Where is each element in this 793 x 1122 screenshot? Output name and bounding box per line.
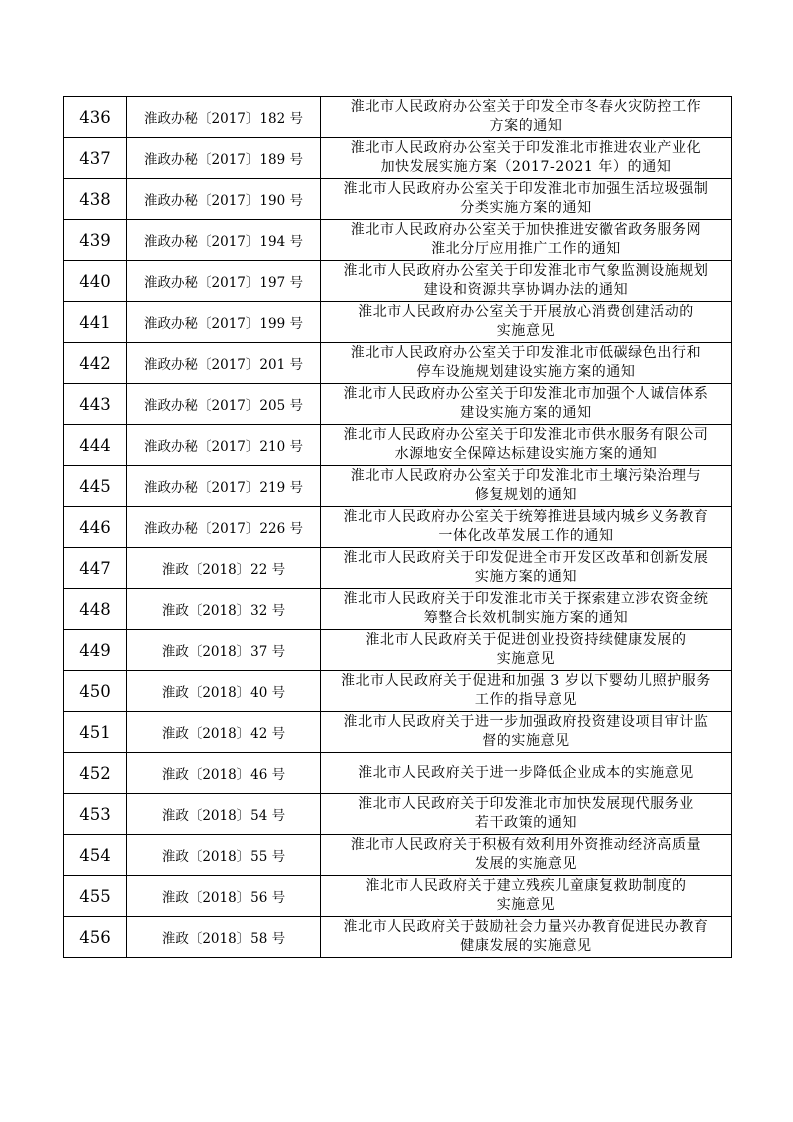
serial-number-cell: 440	[64, 261, 127, 302]
serial-number-cell: 438	[64, 179, 127, 220]
table-row	[64, 671, 732, 712]
document-number-cell: 淮政办秘〔2017〕194 号	[127, 220, 321, 261]
document-title-cell: 淮北市人民政府关于进一步降低企业成本的实施意见	[321, 753, 732, 794]
table-row	[64, 261, 732, 302]
document-number-cell: 淮政办秘〔2017〕219 号	[127, 466, 321, 507]
table-row	[64, 712, 732, 753]
table-row	[64, 302, 732, 343]
document-title-cell: 淮北市人民政府办公室关于印发淮北市气象监测设施规划 建设和资源共享协调办法的通知	[321, 261, 732, 302]
document-title-cell: 淮北市人民政府关于促进创业投资持续健康发展的 实施意见	[321, 630, 732, 671]
serial-number-cell: 456	[64, 917, 127, 958]
serial-number-cell: 436	[64, 97, 127, 138]
document-number-cell: 淮政〔2018〕55 号	[127, 835, 321, 876]
table-row	[64, 917, 732, 958]
document-title-cell: 淮北市人民政府关于进一步加强政府投资建设项目审计监 督的实施意见	[321, 712, 732, 753]
document-title-cell: 淮北市人民政府办公室关于印发全市冬春火灾防控工作 方案的通知	[321, 97, 732, 138]
document-title-cell: 淮北市人民政府办公室关于开展放心消费创建活动的 实施意见	[321, 302, 732, 343]
document-list-body	[64, 97, 732, 958]
document-number-cell: 淮政办秘〔2017〕210 号	[127, 425, 321, 466]
table-row	[64, 384, 732, 425]
document-title-cell: 淮北市人民政府办公室关于印发淮北市供水服务有限公司 水源地安全保障达标建设实施方案的通知	[321, 425, 732, 466]
document-list-table	[63, 96, 732, 958]
document-number-cell: 淮政〔2018〕37 号	[127, 630, 321, 671]
serial-number-cell: 450	[64, 671, 127, 712]
document-number-cell: 淮政办秘〔2017〕189 号	[127, 138, 321, 179]
serial-number-cell: 455	[64, 876, 127, 917]
serial-number-cell: 445	[64, 466, 127, 507]
document-number-cell: 淮政〔2018〕54 号	[127, 794, 321, 835]
serial-number-cell: 452	[64, 753, 127, 794]
document-title-cell: 淮北市人民政府关于印发淮北市加快发展现代服务业 若干政策的通知	[321, 794, 732, 835]
table-row	[64, 466, 732, 507]
document-title-cell: 淮北市人民政府办公室关于加快推进安徽省政务服务网 淮北分厅应用推广工作的通知	[321, 220, 732, 261]
document-number-cell: 淮政〔2018〕58 号	[127, 917, 321, 958]
serial-number-cell: 437	[64, 138, 127, 179]
table-row	[64, 138, 732, 179]
document-title-cell: 淮北市人民政府关于建立残疾儿童康复救助制度的 实施意见	[321, 876, 732, 917]
serial-number-cell: 447	[64, 548, 127, 589]
serial-number-cell: 453	[64, 794, 127, 835]
document-number-cell: 淮政办秘〔2017〕182 号	[127, 97, 321, 138]
serial-number-cell: 443	[64, 384, 127, 425]
serial-number-cell: 451	[64, 712, 127, 753]
document-title-cell: 淮北市人民政府关于积极有效利用外资推动经济高质量 发展的实施意见	[321, 835, 732, 876]
table-row	[64, 835, 732, 876]
table-row	[64, 220, 732, 261]
table-row	[64, 179, 732, 220]
table-row	[64, 507, 732, 548]
document-number-cell: 淮政〔2018〕46 号	[127, 753, 321, 794]
table-row	[64, 876, 732, 917]
serial-number-cell: 454	[64, 835, 127, 876]
serial-number-cell: 444	[64, 425, 127, 466]
table-row	[64, 97, 732, 138]
serial-number-cell: 446	[64, 507, 127, 548]
serial-number-cell: 448	[64, 589, 127, 630]
serial-number-cell: 441	[64, 302, 127, 343]
document-title-cell: 淮北市人民政府关于促进和加强 3 岁以下婴幼儿照护服务 工作的指导意见	[321, 671, 732, 712]
document-number-cell: 淮政办秘〔2017〕197 号	[127, 261, 321, 302]
document-title-cell: 淮北市人民政府关于印发促进全市开发区改革和创新发展 实施方案的通知	[321, 548, 732, 589]
document-number-cell: 淮政〔2018〕22 号	[127, 548, 321, 589]
document-number-cell: 淮政办秘〔2017〕199 号	[127, 302, 321, 343]
document-number-cell: 淮政〔2018〕56 号	[127, 876, 321, 917]
table-row	[64, 753, 732, 794]
table-row	[64, 589, 732, 630]
document-number-cell: 淮政办秘〔2017〕226 号	[127, 507, 321, 548]
document-title-cell: 淮北市人民政府办公室关于印发淮北市低碳绿色出行和 停车设施规划建设实施方案的通知	[321, 343, 732, 384]
document-title-cell: 淮北市人民政府办公室关于印发淮北市推进农业产业化 加快发展实施方案（2017-2021 年）的通知	[321, 138, 732, 179]
table-row	[64, 548, 732, 589]
document-title-cell: 淮北市人民政府办公室关于印发淮北市土壤污染治理与 修复规划的通知	[321, 466, 732, 507]
document-number-cell: 淮政〔2018〕42 号	[127, 712, 321, 753]
table-row	[64, 343, 732, 384]
document-title-cell: 淮北市人民政府关于印发淮北市关于探索建立涉农资金统 筹整合长效机制实施方案的通知	[321, 589, 732, 630]
document-number-cell: 淮政〔2018〕40 号	[127, 671, 321, 712]
document-title-cell: 淮北市人民政府关于鼓励社会力量兴办教育促进民办教育 健康发展的实施意见	[321, 917, 732, 958]
document-number-cell: 淮政办秘〔2017〕205 号	[127, 384, 321, 425]
serial-number-cell: 439	[64, 220, 127, 261]
serial-number-cell: 442	[64, 343, 127, 384]
table-row	[64, 425, 732, 466]
table-row	[64, 794, 732, 835]
table-row	[64, 630, 732, 671]
document-number-cell: 淮政〔2018〕32 号	[127, 589, 321, 630]
document-title-cell: 淮北市人民政府办公室关于印发淮北市加强生活垃圾强制 分类实施方案的通知	[321, 179, 732, 220]
document-title-cell: 淮北市人民政府办公室关于统筹推进县域内城乡义务教育 一体化改革发展工作的通知	[321, 507, 732, 548]
document-number-cell: 淮政办秘〔2017〕201 号	[127, 343, 321, 384]
document-number-cell: 淮政办秘〔2017〕190 号	[127, 179, 321, 220]
serial-number-cell: 449	[64, 630, 127, 671]
document-title-cell: 淮北市人民政府办公室关于印发淮北市加强个人诚信体系 建设实施方案的通知	[321, 384, 732, 425]
